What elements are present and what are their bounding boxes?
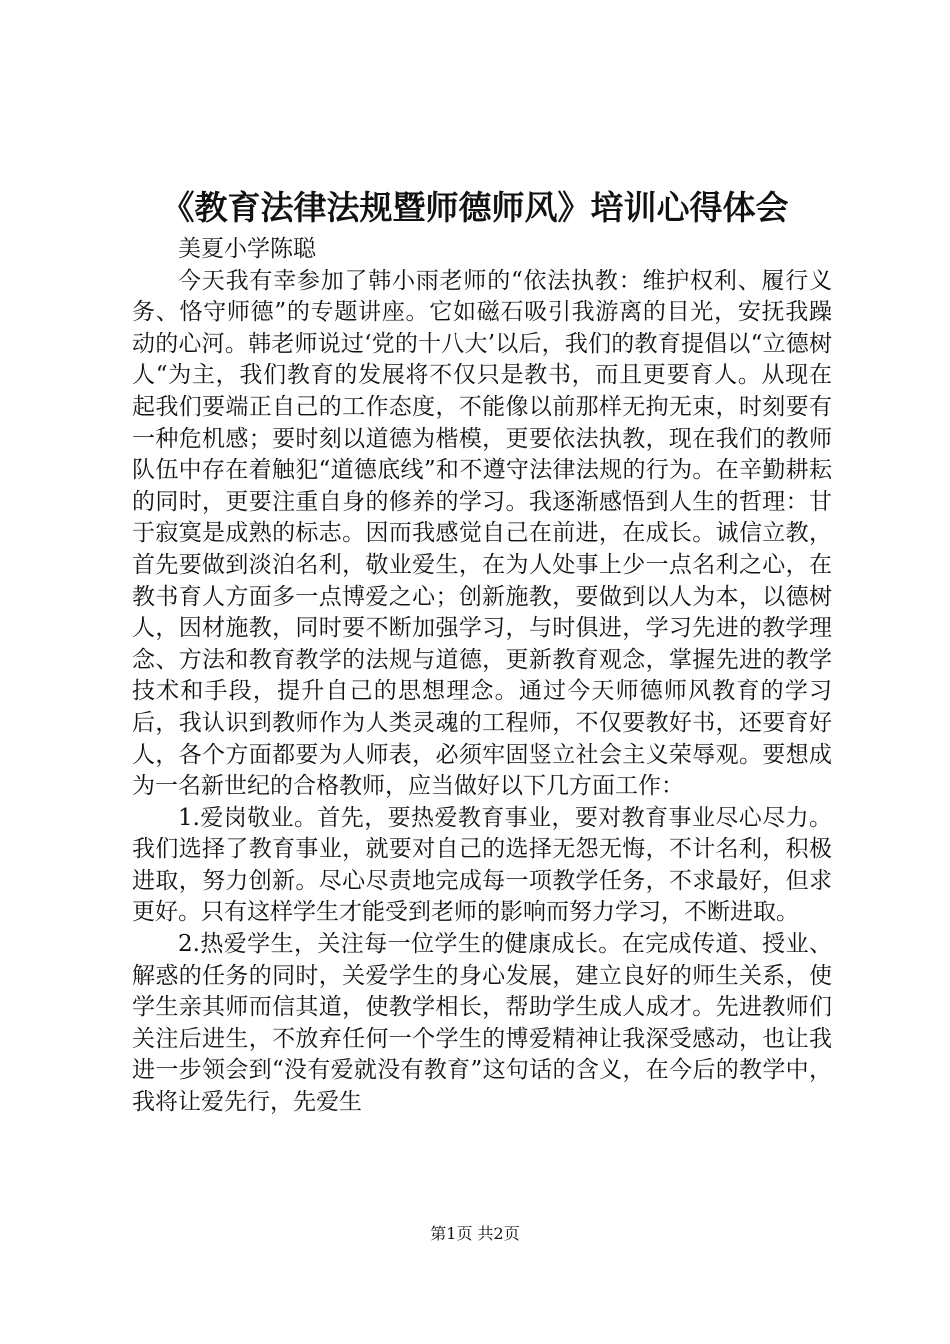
page-footer: 第1页 共2页 <box>430 1224 520 1243</box>
paragraph-point-1: 1.爱岗敬业。首先，要热爱教育事业，要对教育事业尽心尽力。我们选择了教育事业，就要对自己的选择无怨无悔，不计名利，积极进取，努力创新。尽心尽责地完成每一项教学任务，不求最好，但求更好。只有这样学生才能受到老师的影响而努力学习，不断进取。 <box>132 804 832 926</box>
paragraph-point-2: 2.热爱学生，关注每一位学生的健康成长。在完成传道、授业、解惑的任务的同时，关爱学生的身心发展，建立良好的师生关系，使学生亲其师而信其道，使教学相长，帮助学生成人成才。先进教师们关注后进生，不放弃任何一个学生的博爱精神让我深受感动，也让我进一步领会到“没有爱就没有教育”这句话的含义，在今后的教学中，我将让爱先行，先爱生 <box>132 931 832 1116</box>
author-line: 美夏小学陈聪 <box>178 236 316 262</box>
document-title: 《教育法律法规暨师德师风》培训心得体会 <box>161 188 789 227</box>
document-body <box>132 234 832 1119</box>
paragraph-intro: 今天我有幸参加了韩小雨老师的“依法执教：维护权利、履行义务、恪守师德”的专题讲座。它如磁石吸引我游离的目光，安抚我躁动的心河。韩老师说过‘党的十八大’以后，我们的教育提倡以“立德树人“为主，我们教育的发展将不仅只是教书，而且更要育人。从现在起我们要端正自己的工作态度，不能像以前那样无拘无束，时刻要有一种危机感；要时刻以道德为楷模，更要依法执教，现在我们的教师队伍中存在着触犯“道德底线”和不遵守法律法规的行为。在辛勤耕耘的同时，更要注重自身的修养的学习。我逐渐感悟到人生的哲理：甘于寂寞是成熟的标志。因而我感觉自己在前进，在成长。诚信立教，首先要做到淡泊名利，敬业爱生，在为人处事上少一点名利之心，在教书育人方面多一点博爱之心；创新施教，要做到以人为本，以德树人，因材施教，同时要不断加强学习，与时俱进，学习先进的教学理念、方法和教育教学的法规与道德，更新教育观念，掌握先进的教学技术和手段，提升自己的思想理念。通过今天师德师风教育的学习后，我认识到教师作为人类灵魂的工程师，不仅要教好书，还要育好人，各个方面都要为人师表，必须牢固竖立社会主义荣辱观。要想成为一名新世纪的合格教师，应当做好以下几方面工作： <box>132 267 832 800</box>
